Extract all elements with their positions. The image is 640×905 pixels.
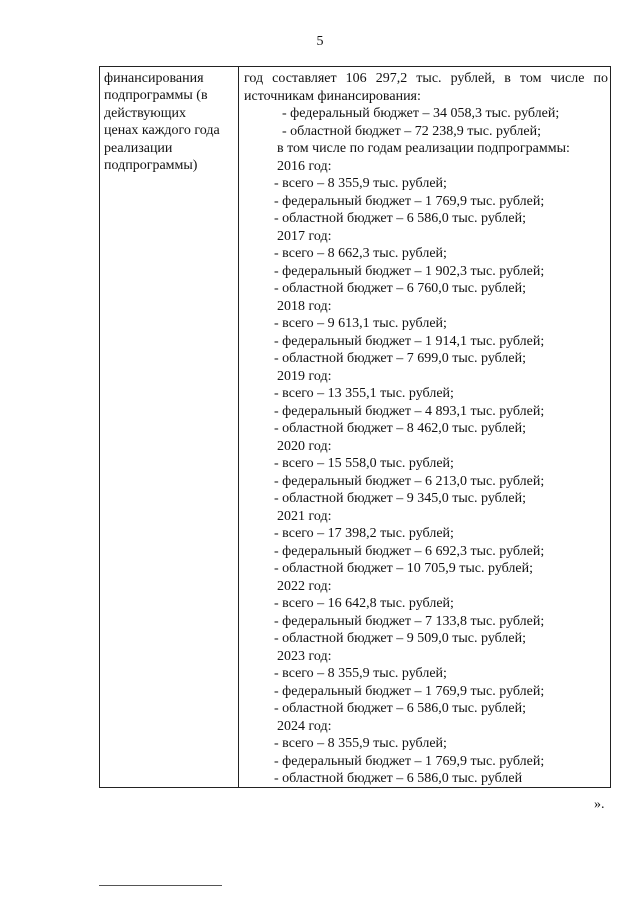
year-total-line: - всего – 16 642,8 тыс. рублей; — [274, 596, 454, 611]
right-column-cell — [244, 70, 608, 788]
year-federal-line: - федеральный бюджет – 1 902,3 тыс. рублей; — [274, 263, 545, 279]
year-total-line: - всего – 15 558,0 тыс. рублей; — [274, 456, 454, 471]
year-federal-line: - федеральный бюджет – 6 213,0 тыс. рублей; — [274, 473, 545, 489]
year-total-line: - всего – 13 355,1 тыс. рублей; — [274, 386, 454, 401]
year-total-line: - всего – 8 355,9 тыс. рублей; — [274, 176, 447, 191]
year-total-line: - всего – 8 355,9 тыс. рублей; — [274, 666, 447, 681]
column-divider — [238, 67, 239, 787]
year-total-line: - всего – 9 613,1 тыс. рублей; — [274, 316, 447, 331]
year-regional-line: - областной бюджет – 8 462,0 тыс. рублей; — [274, 421, 526, 436]
year-label: 2022 год: — [277, 578, 332, 594]
year-regional-line: - областной бюджет – 10 705,9 тыс. рублей; — [274, 561, 533, 576]
year-label: 2017 год: — [277, 228, 332, 244]
intro-line: источникам финансирования: — [244, 88, 421, 104]
closing-quote-mark: ». — [594, 797, 605, 812]
year-label: 2016 год: — [277, 158, 332, 174]
left-column-line: ценах каждого года — [104, 123, 220, 139]
year-federal-line: - федеральный бюджет – 1 769,9 тыс. рублей; — [274, 193, 545, 209]
year-regional-line: - областной бюджет – 6 760,0 тыс. рублей; — [274, 281, 526, 296]
page-number: 5 — [316, 34, 324, 49]
year-federal-line: - федеральный бюджет – 7 133,8 тыс. рублей; — [274, 613, 545, 629]
year-label: 2023 год: — [277, 648, 332, 664]
year-federal-line: - федеральный бюджет – 1 769,9 тыс. рублей; — [274, 753, 545, 769]
year-regional-line: - областной бюджет – 6 586,0 тыс. рублей — [274, 771, 523, 786]
year-federal-line: - федеральный бюджет – 4 893,1 тыс. рублей; — [274, 403, 545, 419]
year-label: 2020 год: — [277, 438, 332, 454]
by-years-label: в том числе по годам реализации подпрограммы: — [277, 141, 570, 156]
year-label: 2019 год: — [277, 368, 332, 384]
year-total-line: - всего – 8 662,3 тыс. рублей; — [274, 246, 447, 261]
year-total-line: - всего – 17 398,2 тыс. рублей; — [274, 526, 454, 541]
financing-table — [99, 66, 611, 788]
federal-total-line: - федеральный бюджет – 34 058,3 тыс. рублей; — [282, 106, 560, 121]
year-label: 2024 год: — [277, 718, 332, 734]
year-regional-line: - областной бюджет – 9 345,0 тыс. рублей; — [274, 491, 526, 506]
left-column-line: реализации — [104, 140, 173, 156]
regional-total-line: - областной бюджет – 72 238,9 тыс. рублей; — [282, 123, 541, 139]
year-regional-line: - областной бюджет – 6 586,0 тыс. рублей; — [274, 211, 526, 226]
left-column-line: подпрограммы) — [104, 158, 198, 174]
year-federal-line: - федеральный бюджет – 6 692,3 тыс. рублей; — [274, 543, 545, 559]
left-column-cell — [104, 70, 234, 174]
year-regional-line: - областной бюджет – 7 699,0 тыс. рублей; — [274, 351, 526, 366]
year-label: 2021 год: — [277, 508, 332, 524]
year-regional-line: - областной бюджет – 9 509,0 тыс. рублей; — [274, 631, 526, 646]
left-column-line: действующих — [104, 105, 187, 121]
year-federal-line: - федеральный бюджет – 1 914,1 тыс. рублей; — [274, 333, 545, 349]
year-federal-line: - федеральный бюджет – 1 769,9 тыс. рублей; — [274, 683, 545, 699]
year-label: 2018 год: — [277, 298, 332, 314]
footer-divider — [99, 885, 222, 886]
year-regional-line: - областной бюджет – 6 586,0 тыс. рублей; — [274, 701, 526, 716]
left-column-line: финансирования — [104, 71, 204, 86]
intro-line: год составляет 106 297,2 тыс. рублей, в том числе по — [244, 71, 608, 86]
left-column-line: подпрограммы (в — [104, 88, 208, 104]
year-total-line: - всего – 8 355,9 тыс. рублей; — [274, 736, 447, 751]
